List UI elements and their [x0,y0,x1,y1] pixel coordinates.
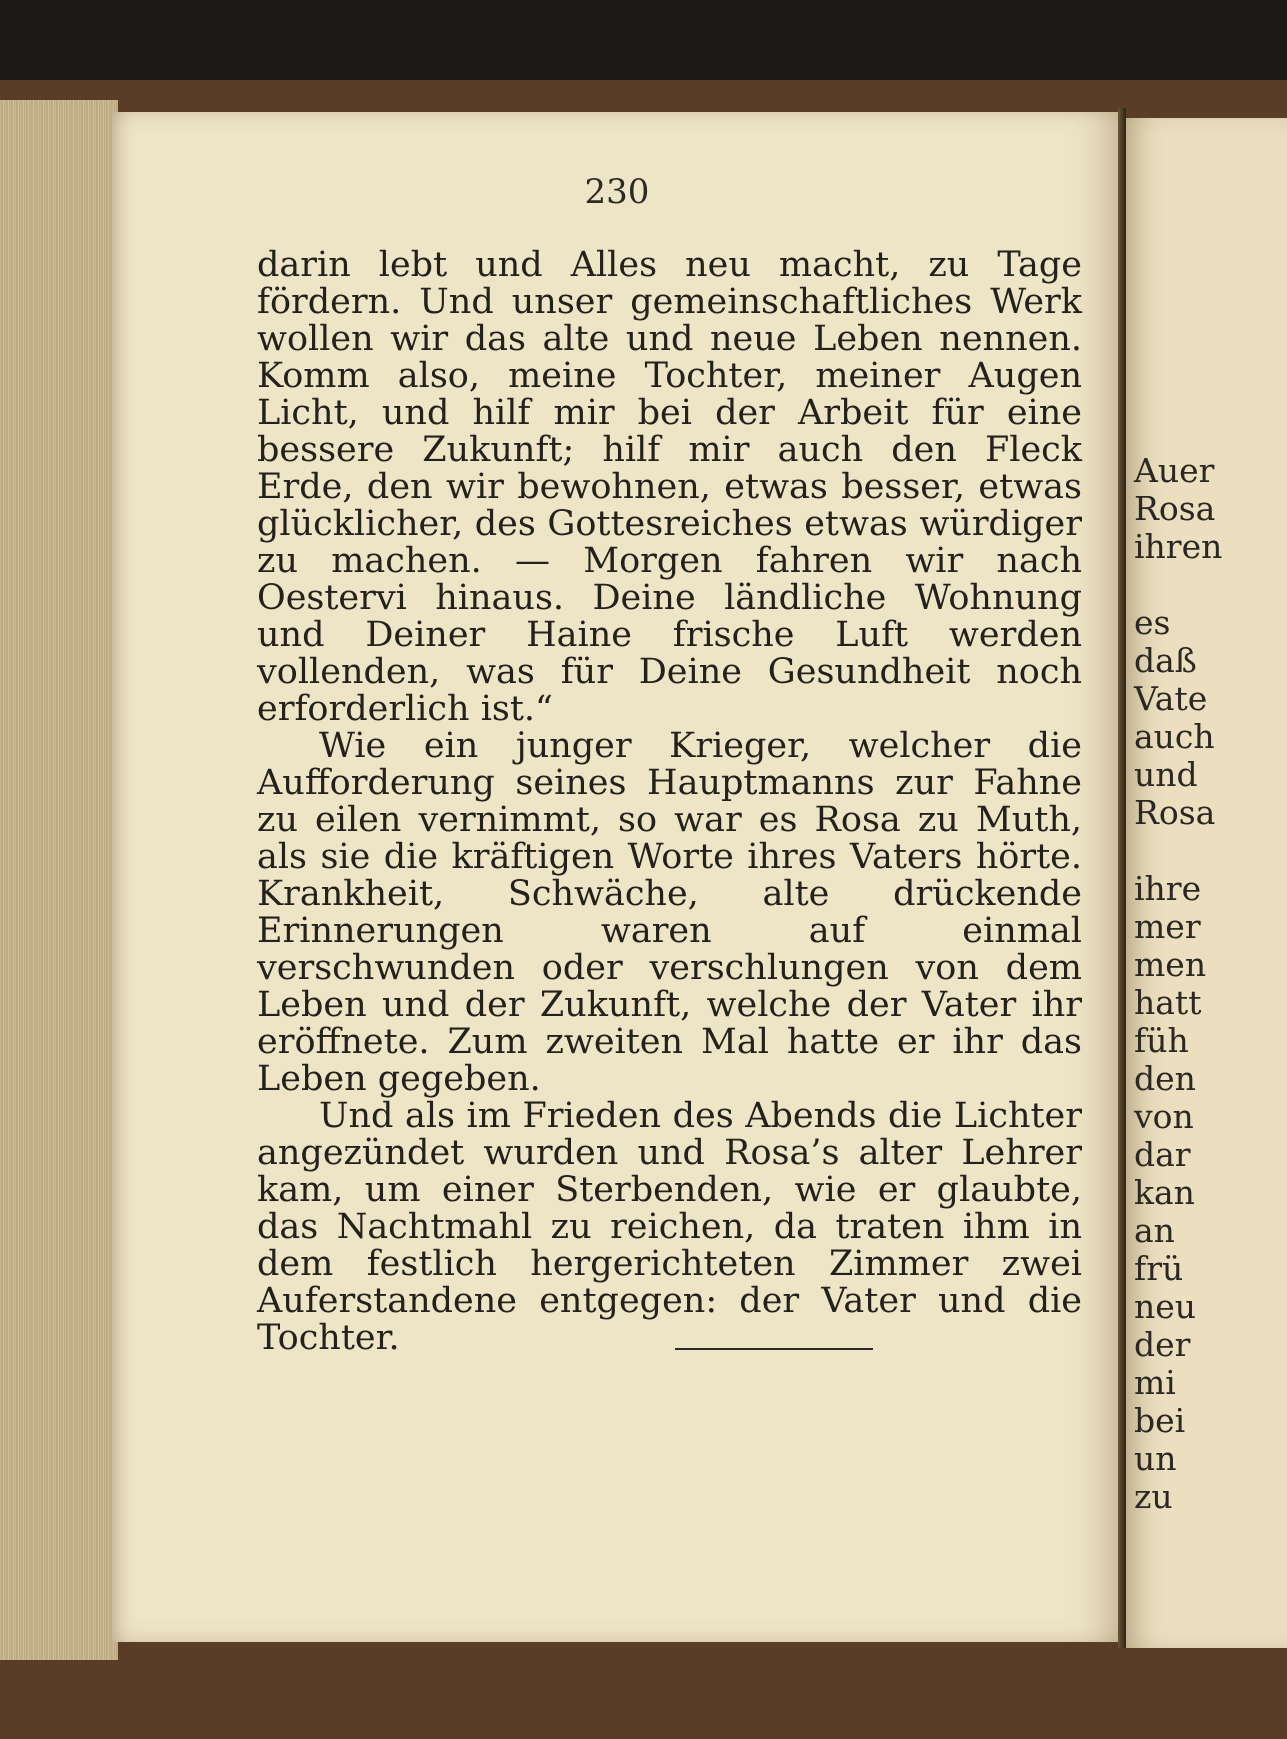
right-page-line-fragment: mer [1134,907,1201,946]
right-page-line-fragment: Vate [1134,679,1208,718]
right-page-line-fragment: un [1134,1439,1177,1478]
right-page-line-fragment: es [1134,603,1171,642]
page-edges [0,100,118,1660]
paragraph-1: darin lebt und Alles neu macht, zu Tage fördern. Und unser gemeinschaftliches Werk wollen wir das alte und neue Leben nennen. Komm also, meine Tochter, meiner Augen Licht, und hilf mir bei der Arbeit für eine bessere Zukunft; hilf mir auch den Fleck Erde, den wir bewohnen, etwas besser, etwas glücklicher, des Gottesreiches etwas würdiger zu machen. — Morgen fahren wir nach Oestervi hinaus. Deine ländliche Wohnung und Deiner Haine frische Luft werden vollenden, was für Deine Gesundheit noch erforderlich ist.“ [257,245,1082,729]
right-page-line-fragment: von [1134,1097,1194,1136]
right-page-line-fragment: Rosa [1134,793,1216,832]
right-page-line-fragment: dar [1134,1135,1191,1174]
paragraph-3: Und als im Frieden des Abends die Lichter angezündet wurden und Rosa’s alter Lehrer kam, um einer Sterbenden, wie er glaubte, das Nachtmahl zu reichen, da traten ihm in dem festlich hergerichteten Zimmer zwei Auferstandene entgegen: der Vater und die Tochter. [257,1096,1082,1358]
book-gutter [1118,108,1126,1648]
right-page-line-fragment: auch [1134,717,1215,756]
right-page-line-fragment: ihre [1134,869,1202,908]
right-page-line-fragment [1134,376,1287,414]
right-page-line-fragment: und [1134,755,1198,794]
right-page-line-fragment: Rosa [1134,489,1216,528]
right-page [1126,118,1287,1648]
right-page-line-fragment: an [1134,1211,1175,1250]
right-page-line-fragment: den [1134,1059,1196,1098]
text-block [257,247,1082,1357]
left-page [112,112,1122,1642]
right-page-line-fragment: men [1134,945,1207,984]
page-number: 230 [584,172,650,212]
right-page-line-fragment: der [1134,1325,1191,1364]
section-divider-rule [675,1348,873,1350]
right-page-line-fragment: bei [1134,1401,1186,1440]
right-page-line-fragment: ihren [1134,527,1223,566]
right-page-line-fragment: neu [1134,1287,1197,1326]
right-page-line-fragment: füh [1134,1021,1189,1060]
right-page-line-fragment: daß [1134,641,1197,680]
right-page-fragments [1134,376,1287,1516]
paragraph-2: Wie ein junger Krieger, welcher die Aufforderung seines Hauptmanns zur Fahne zu eilen vernimmt, so war es Rosa zu Muth, als sie die kräftigen Worte ihres Vaters hörte. Krankheit, Schwäche, alte drückende Erinnerungen waren auf einmal verschwunden oder verschlungen von dem Leben und der Zukunft, welche der Vater ihr eröffnete. Zum zweiten Mal hatte er ihr das Leben gegeben. [257,726,1082,1099]
right-page-line-fragment: Auer [1134,451,1215,490]
right-page-line-fragment: hatt [1134,983,1202,1022]
right-page-line-fragment: mi [1134,1363,1176,1402]
right-page-line-fragment: kan [1134,1173,1195,1212]
right-page-line-fragment [1134,414,1287,452]
right-page-line-fragment: frü [1134,1249,1184,1288]
right-page-line-fragment [1134,566,1287,604]
right-page-line-fragment [1134,832,1287,870]
right-page-line-fragment: zu [1134,1477,1173,1516]
